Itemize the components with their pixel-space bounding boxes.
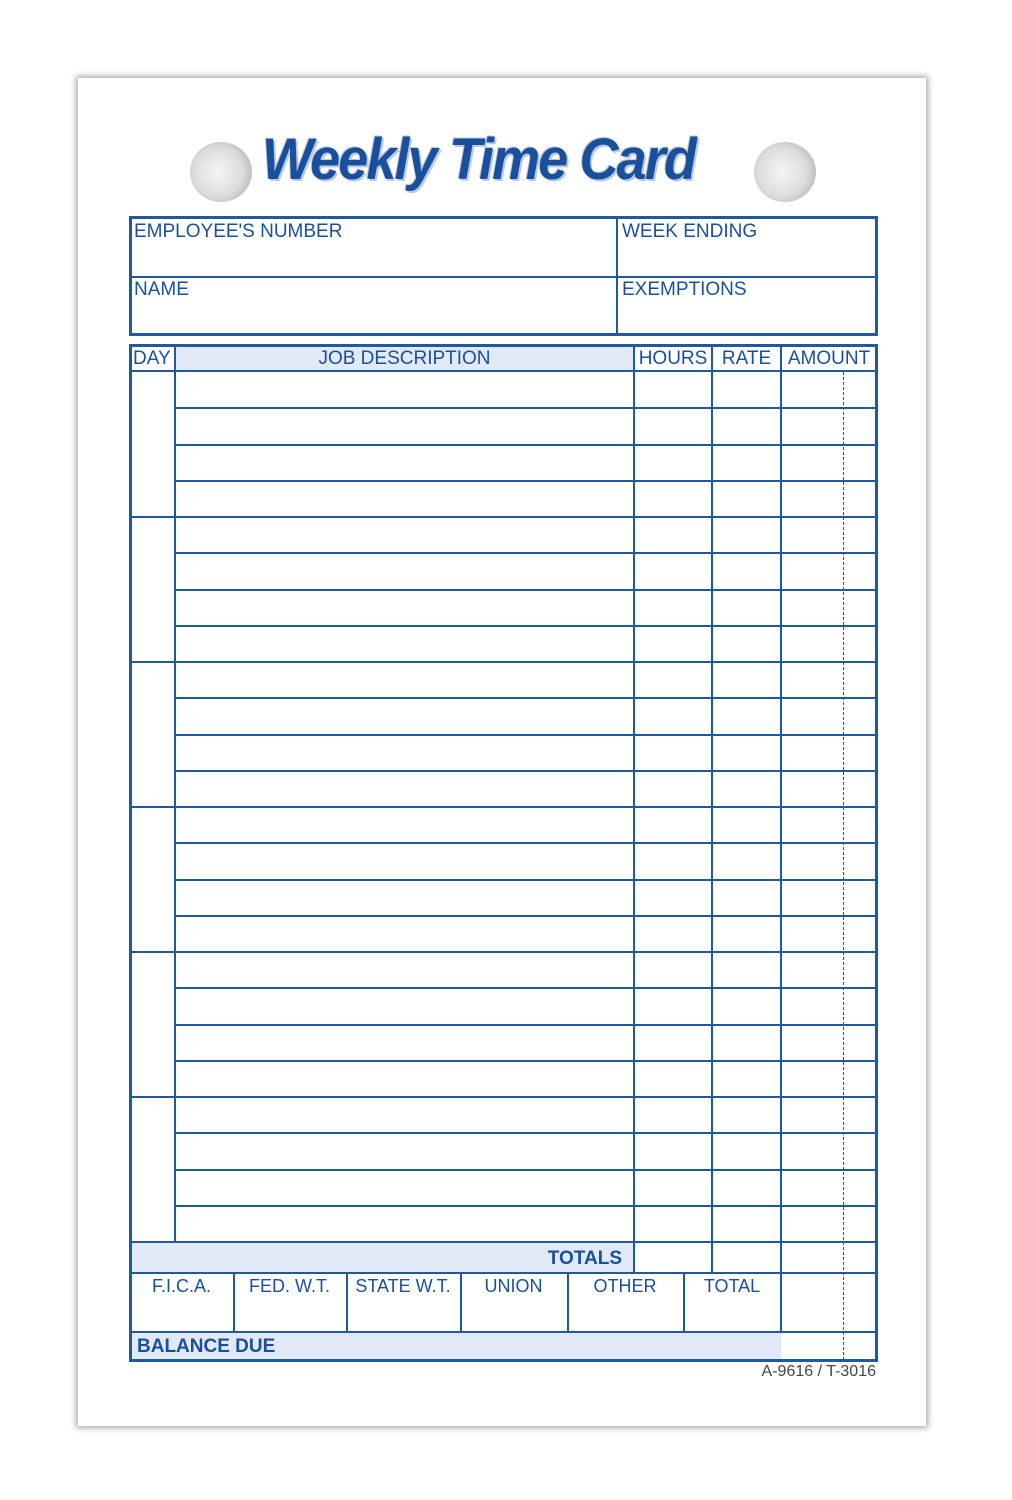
column-hours: HOURS (638, 348, 708, 369)
table-row[interactable] (176, 881, 632, 914)
divider (130, 276, 877, 278)
card-title: Weekly Time Card (262, 127, 695, 192)
table-row[interactable] (176, 373, 632, 406)
day-group-divider (130, 1241, 877, 1243)
table-row[interactable] (176, 772, 632, 805)
deduction-total[interactable]: TOTAL (703, 1276, 761, 1296)
table-row[interactable] (176, 1026, 632, 1059)
deduction-other[interactable]: OTHER (593, 1276, 657, 1296)
table-row[interactable] (176, 736, 632, 769)
table-row[interactable] (176, 409, 632, 442)
table-row[interactable] (176, 446, 632, 479)
header-divider (130, 370, 877, 372)
totals-label: TOTALS (547, 1248, 622, 1269)
table-row[interactable] (176, 1098, 632, 1131)
column-amount: AMOUNT (787, 348, 871, 369)
week-ending-field[interactable]: WEEK ENDING (622, 221, 758, 242)
column-divider (633, 346, 635, 1273)
table-row[interactable] (176, 518, 632, 551)
table-row[interactable] (176, 591, 632, 624)
totals-divider (130, 1272, 877, 1274)
column-rate: RATE (721, 348, 772, 369)
form-number: A-9616 / T-3016 (761, 1363, 876, 1380)
table-row[interactable] (176, 1134, 632, 1167)
deductions-divider (130, 1331, 877, 1333)
divider (616, 217, 618, 335)
punch-hole-right (754, 142, 816, 202)
table-row[interactable] (176, 953, 632, 986)
table-row[interactable] (176, 844, 632, 877)
table-row[interactable] (176, 917, 632, 950)
deduction-fed-w-t[interactable]: FED. W.T. (249, 1276, 330, 1296)
punch-hole-left (190, 142, 252, 202)
column-day: DAY (133, 348, 171, 369)
exemptions-field[interactable]: EXEMPTIONS (622, 279, 747, 300)
table-row[interactable] (176, 663, 632, 696)
table-row[interactable] (176, 554, 632, 587)
table-row[interactable] (176, 989, 632, 1022)
table-row[interactable] (176, 627, 632, 660)
table-row[interactable] (176, 1171, 632, 1204)
table-row[interactable] (176, 699, 632, 732)
table-row[interactable] (176, 1207, 632, 1240)
column-divider (711, 346, 713, 1273)
cents-divider (843, 372, 844, 1360)
balance-due-label: BALANCE DUE (137, 1336, 276, 1357)
deduction-state-w-t[interactable]: STATE W.T. (355, 1276, 451, 1296)
name-field[interactable]: NAME (134, 279, 189, 300)
employee-number-field[interactable]: EMPLOYEE'S NUMBER (134, 221, 343, 242)
table-row[interactable] (176, 482, 632, 515)
deduction-f-i-c-a[interactable]: F.I.C.A. (151, 1276, 211, 1296)
column-divider (780, 346, 782, 1332)
column-job-description: JOB DESCRIPTION (318, 348, 491, 369)
deduction-union[interactable]: UNION (484, 1276, 543, 1296)
table-row[interactable] (176, 808, 632, 841)
table-row[interactable] (176, 1062, 632, 1095)
